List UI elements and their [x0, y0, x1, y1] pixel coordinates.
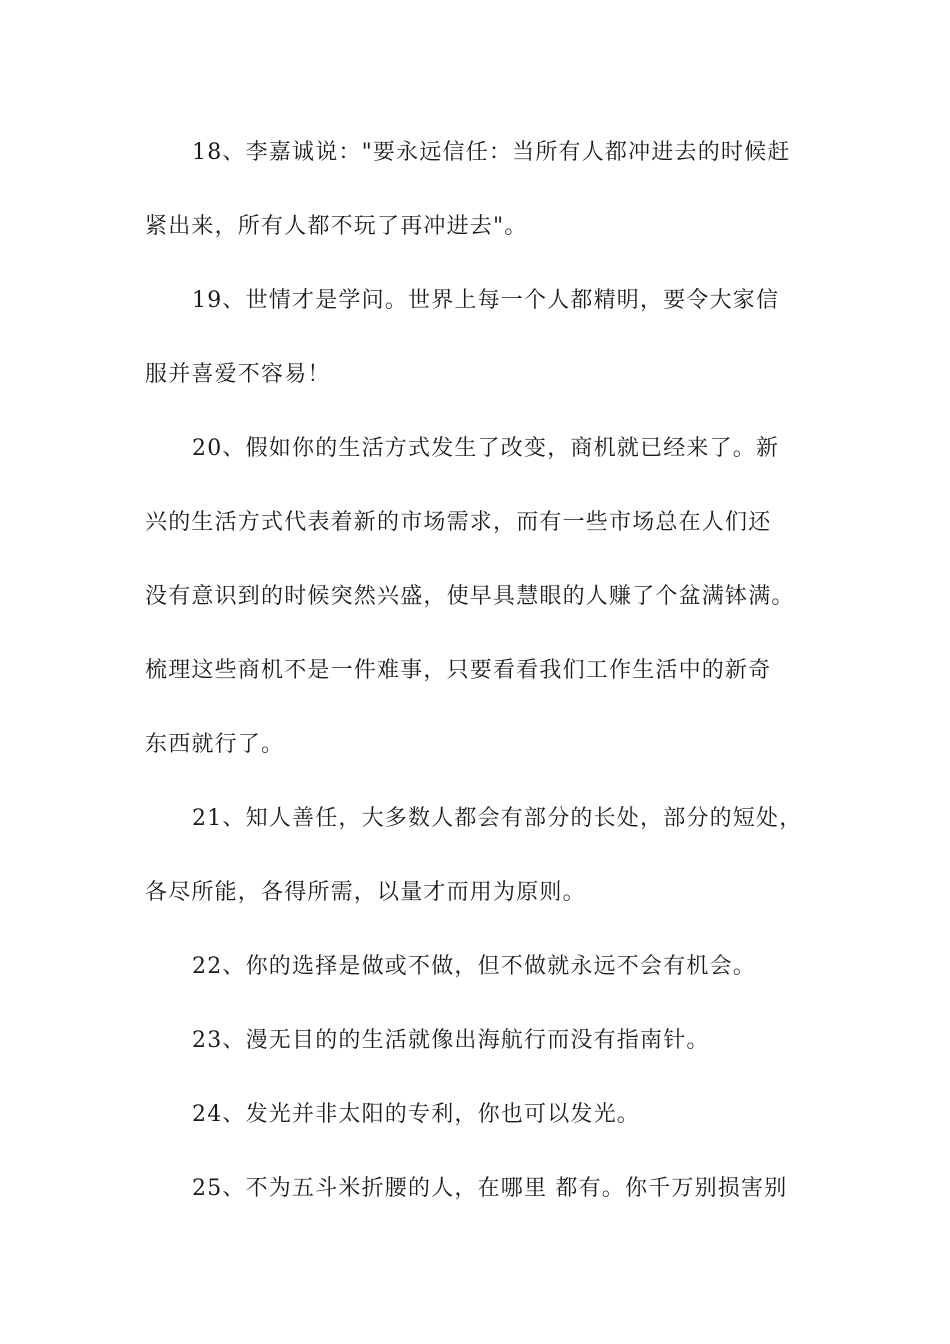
paragraph-20-line-5: 东西就行了。	[145, 732, 285, 757]
paragraph-25-line-1: 25、不为五斗米折腰的人，在哪里 都有。你千万别损害别	[192, 1176, 788, 1201]
paragraph-24-line-1: 24、发光并非太阳的专利，你也可以发光。	[192, 1102, 640, 1127]
paragraph-21-line-1: 21、知人善任，大多数人都会有部分的长处，部分的短处，	[192, 806, 803, 831]
paragraph-21-line-2: 各尽所能，各得所需，以量才而用为原则。	[145, 880, 586, 905]
paragraph-18-line-1: 18、李嘉诚说："要永远信任：当所有人都冲进去的时候赶	[192, 140, 791, 165]
paragraph-20-line-1: 20、假如你的生活方式发生了改变，商机就已经来了。新	[192, 436, 780, 461]
paragraph-20-line-2: 兴的生活方式代表着新的市场需求，而有一些市场总在人们还	[145, 510, 772, 535]
paragraph-18-line-2: 紧出来，所有人都不玩了再冲进去"。	[145, 214, 528, 239]
paragraph-19-line-1: 19、世情才是学问。世界上每一个人都精明，要令大家信	[192, 288, 780, 313]
paragraph-23-line-1: 23、漫无目的的生活就像出海航行而没有指南针。	[192, 1028, 710, 1053]
paragraph-20-line-4: 梳理这些商机不是一件难事，只要看看我们工作生活中的新奇	[145, 658, 772, 683]
paragraph-20-line-3: 没有意识到的时候突然兴盛，使早具慧眼的人赚了个盆满钵满。	[145, 584, 795, 609]
paragraph-19-line-2: 服并喜爱不容易！	[145, 362, 331, 387]
paragraph-22-line-1: 22、你的选择是做或不做，但不做就永远不会有机会。	[192, 954, 756, 979]
